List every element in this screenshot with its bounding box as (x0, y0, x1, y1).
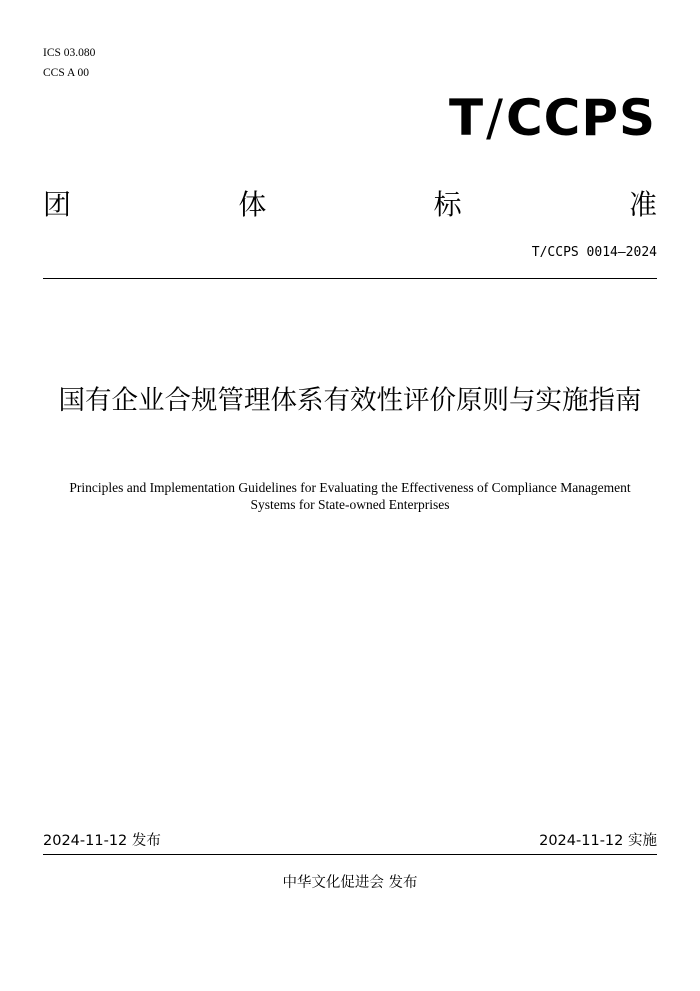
classification-codes (43, 43, 95, 83)
logo-org: CCPS (505, 89, 656, 147)
category-char: 标 (433, 188, 462, 221)
standard-category (43, 187, 657, 223)
top-divider (43, 278, 657, 279)
standard-number: T/CCPS 0014—2024 (531, 245, 657, 260)
bottom-divider (43, 854, 657, 855)
category-char: 体 (238, 188, 267, 221)
date-row (43, 831, 657, 851)
title-english: Principles and Implementation Guidelines for Evaluating the Effectiveness of Compliance Management Systems for State-owned Enterprises (69, 480, 631, 512)
category-char: 准 (628, 188, 657, 221)
tccps-logo (449, 88, 656, 148)
issuer: 中华文化促进会 发布 (282, 875, 418, 891)
issue-date: 2024-11-12 发布 (43, 833, 161, 849)
category-char: 团 (43, 188, 72, 221)
implementation-date: 2024-11-12 实施 (539, 833, 657, 849)
title-chinese: 国有企业合规管理体系有效性评价原则与实施指南 (58, 385, 642, 416)
ccs-code: CCS A 00 (43, 67, 90, 79)
logo-separator: / (486, 89, 504, 147)
ics-code: ICS 03.080 (43, 47, 96, 59)
logo-letter: T (448, 89, 485, 147)
